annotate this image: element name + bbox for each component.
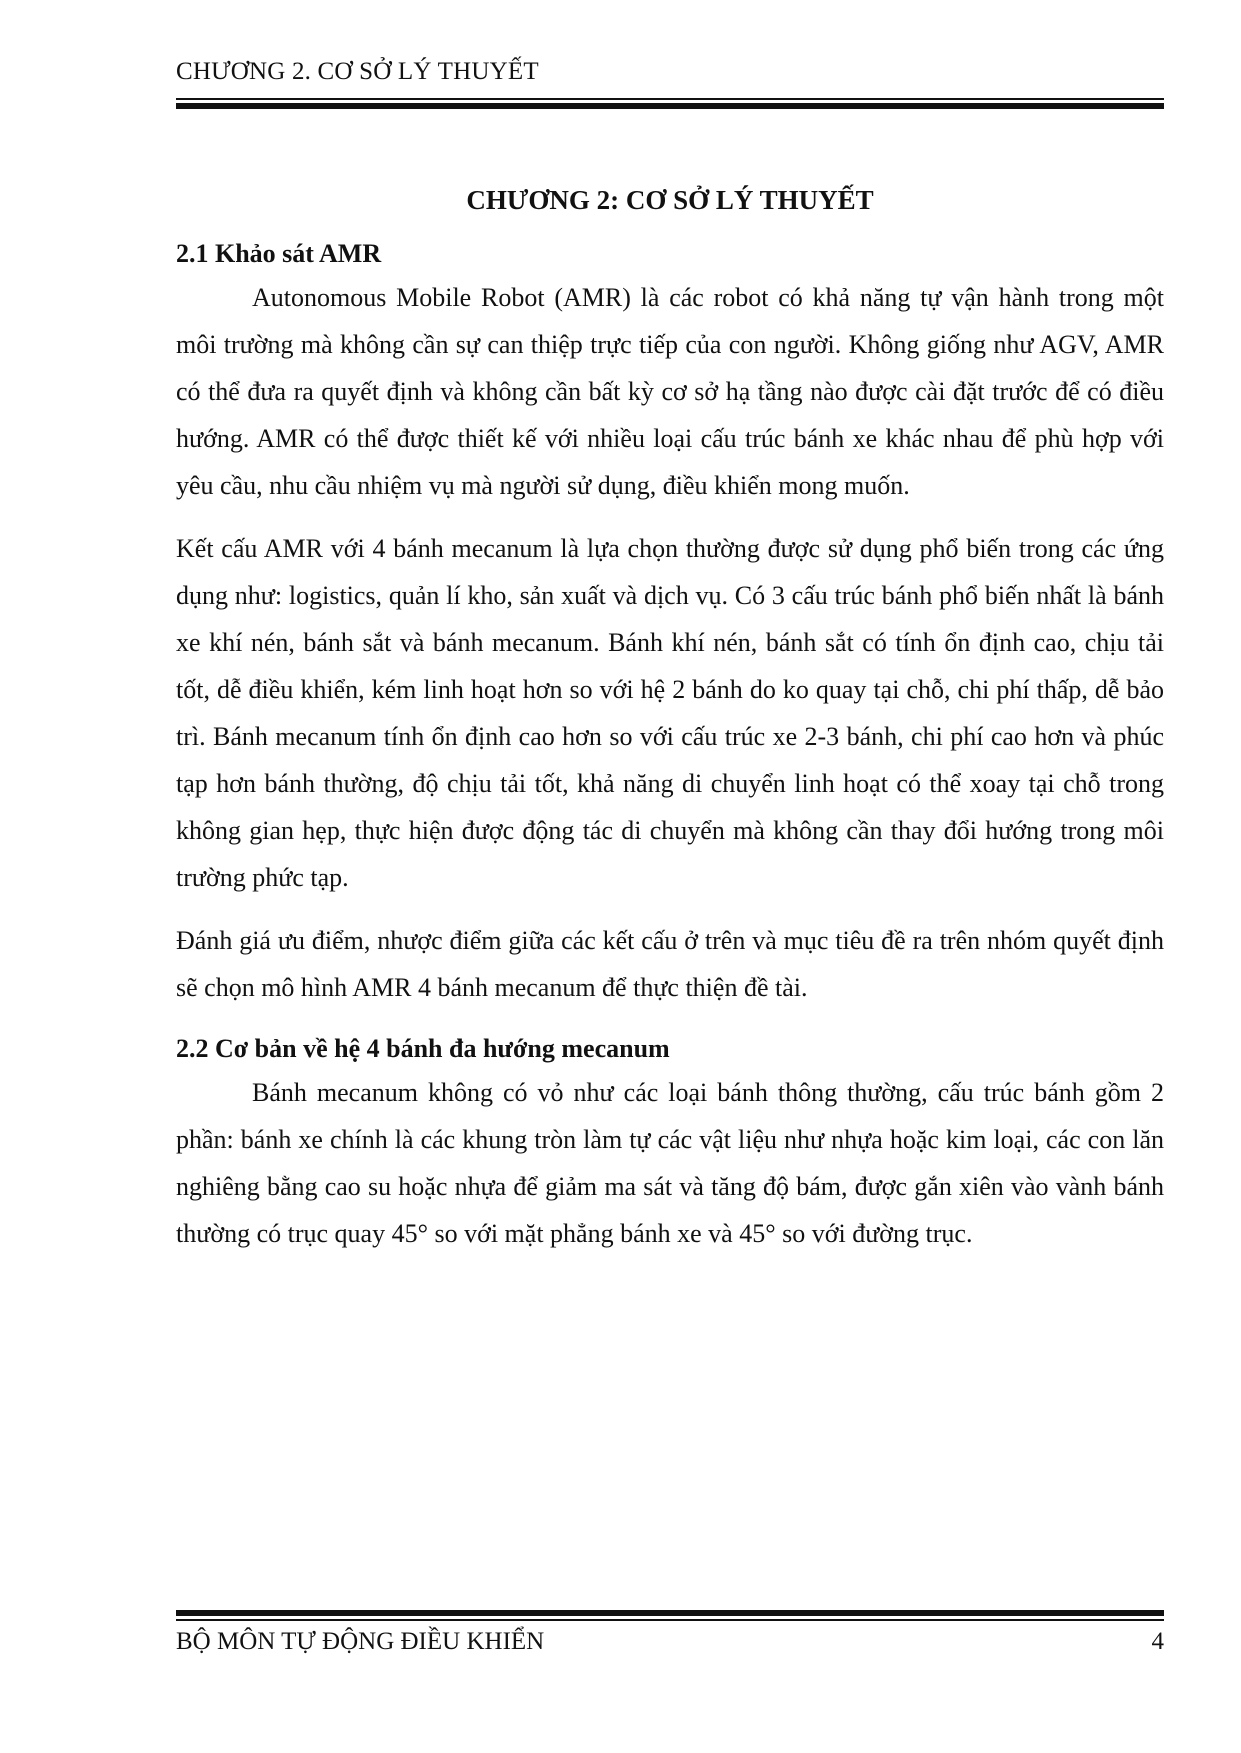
page-number: 4	[1151, 1628, 1164, 1655]
section-heading: 2.1 Khảo sát AMR	[176, 239, 382, 268]
footer-rule-thin	[176, 1619, 1164, 1621]
header-rule	[176, 98, 1164, 109]
chapter-title: CHƯƠNG 2: CƠ SỞ LÝ THUYẾT	[466, 185, 874, 215]
body-paragraph: Đánh giá ưu điểm, nhược điểm giữa các kết cấu ở trên và mục tiêu đề ra trên nhóm quyết định sẽ chọn mô hình AMR 4 bánh mecanum để thực thiện đề tài.	[176, 926, 1164, 1002]
footer-rule	[176, 1610, 1164, 1621]
section-heading: 2.2 Cơ bản về hệ 4 bánh đa hướng mecanum	[176, 1034, 670, 1063]
footer-rule-thick	[176, 1610, 1164, 1616]
footer-department: BỘ MÔN TỰ ĐỘNG ĐIỀU KHIỂN	[176, 1628, 545, 1655]
header-rule-thin	[176, 98, 1164, 100]
running-header: CHƯƠNG 2. CƠ SỞ LÝ THUYẾT	[176, 58, 539, 85]
body-paragraph: Autonomous Mobile Robot (AMR) là các robot có khả năng tự vận hành trong một môi trường mà không cần sự can thiệp trực tiếp của con người. Không giống như AGV, AMR có thể đưa ra quyết định và không cần bất kỳ cơ sở hạ tầng nào được cài đặt trước để có điều hướng. AMR có thể được thiết kế với nhiều loại cấu trúc bánh xe khác nhau để phù hợp với yêu cầu, nhu cầu nhiệm vụ mà người sử dụng, điều khiển mong muốn.	[176, 283, 1164, 500]
body-paragraph: Kết cấu AMR với 4 bánh mecanum là lựa chọn thường được sử dụng phổ biến trong các ứng dụng như: logistics, quản lí kho, sản xuất và dịch vụ. Có 3 cấu trúc bánh phổ biến nhất là bánh xe khí nén, bánh sắt và bánh mecanum. Bánh khí nén, bánh sắt có tính ổn định cao, chịu tải tốt, dễ điều khiển, kém linh hoạt hơn so với hệ 2 bánh do ko quay tại chỗ, chi phí thấp, dễ bảo trì. Bánh mecanum tính ổn định cao hơn so với cấu trúc xe 2-3 bánh, chi phí cao hơn và phúc tạp hơn bánh thường, độ chịu tải tốt, khả năng di chuyển linh hoạt có thể xoay tại chỗ trong không gian hẹp, thực hiện được động tác di chuyển mà không cần thay đổi hướng trong môi trường phức tạp.	[176, 534, 1164, 892]
page-content	[176, 185, 1164, 1257]
body-paragraph: Bánh mecanum không có vỏ như các loại bánh thông thường, cấu trúc bánh gồm 2 phần: bánh xe chính là các khung tròn làm tự các vật liệu như nhựa hoặc kim loại, các con lăn nghiêng bằng cao su hoặc nhựa để giảm ma sát và tăng độ bám, được gắn xiên vào vành bánh thường có trục quay 45° so với mặt phẳng bánh xe và 45° so với đường trục.	[176, 1078, 1164, 1248]
header-rule-thick	[176, 103, 1164, 109]
